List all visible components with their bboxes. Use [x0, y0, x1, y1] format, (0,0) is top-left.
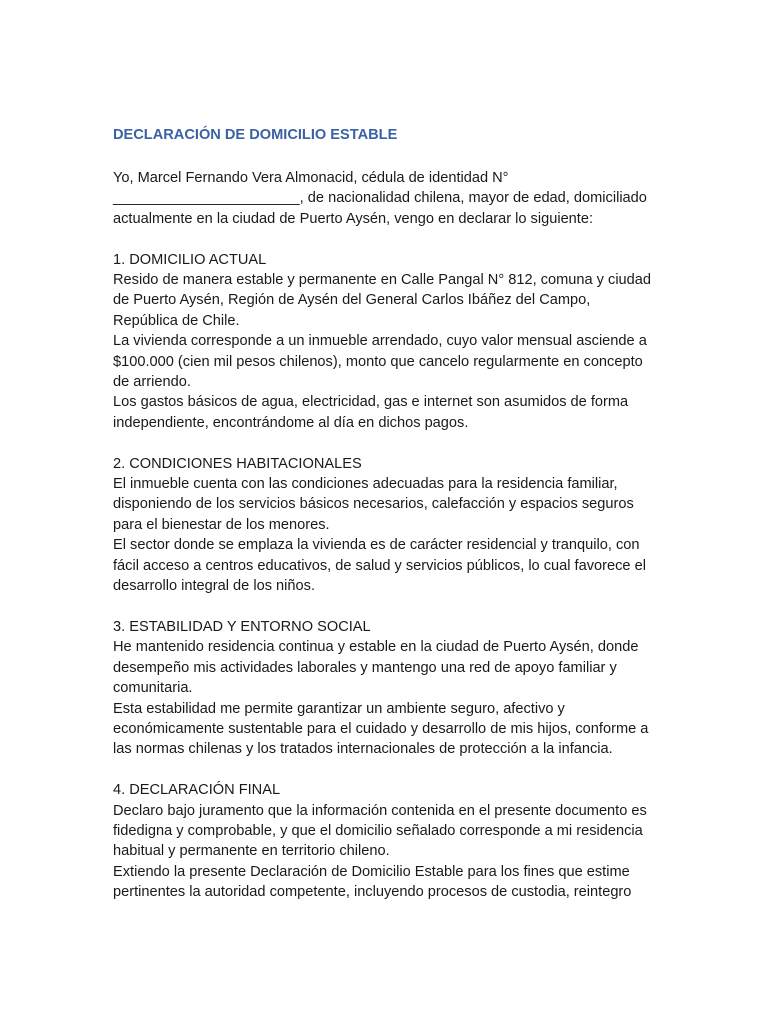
section-domicilio-actual — [113, 250, 658, 434]
section-heading: 3. ESTABILIDAD Y ENTORNO SOCIAL — [113, 618, 371, 635]
section-heading: 2. CONDICIONES HABITACIONALES — [113, 455, 362, 472]
section-heading: 4. DECLARACIÓN FINAL — [113, 782, 281, 799]
section-paragraph: He mantenido residencia continua y estable en la ciudad de Puerto Aysén, donde desempeño mis actividades laborales y mantengo una red de apoyo familiar y comunitaria. — [113, 639, 639, 697]
section-paragraph: El inmueble cuenta con las condiciones adecuadas para la residencia familiar, disponiendo de los servicios básicos necesarios, calefacción y espacios seguros para el bienestar de los menores. — [113, 476, 634, 533]
section-paragraph: Resido de manera estable y permanente en Calle Pangal N° 812, comuna y ciudad de Puerto Aysén, Región de Aysén del General Carlos Ibáñez del Campo, República de Chile. — [113, 272, 652, 329]
section-condiciones-habitacionales — [113, 454, 658, 597]
intro-paragraph: Yo, Marcel Fernando Vera Almonacid, cédula de identidad N° _______________________, de nacionalidad chilena, mayor de edad, domiciliado actualmente en la ciudad de Puerto Aysén, vengo en declarar lo siguiente: — [113, 170, 647, 227]
section-paragraph: El sector donde se emplaza la vivienda es de carácter residencial y tranquilo, con fácil acceso a centros educativos, de salud y servicios públicos, lo cual favorece el desarrollo integral de los niños. — [113, 537, 646, 595]
section-estabilidad-entorno — [113, 617, 658, 760]
document-page — [113, 125, 658, 903]
section-paragraph: Esta estabilidad me permite garantizar un ambiente seguro, afectivo y económicamente sustentable para el cuidado y desarrollo de mis hijos, conforme a las normas chilenas y los tratados internacionales de protección a la infancia. — [113, 700, 649, 758]
section-paragraph: Extiendo la presente Declaración de Domicilio Estable para los fines que estime pertinentes la autoridad competente, incluyendo procesos de custodia, reintegro — [113, 863, 632, 901]
section-paragraph: Los gastos básicos de agua, electricidad, gas e internet son asumidos de forma independiente, encontrándome al día en dichos pagos. — [113, 394, 629, 431]
document-title: DECLARACIÓN DE DOMICILIO ESTABLE — [113, 127, 398, 143]
section-paragraph: La vivienda corresponde a un inmueble arrendado, cuyo valor mensual asciende a $100.000 (cien mil pesos chilenos), monto que cancelo regularmente en concepto de arriendo. — [113, 333, 647, 391]
section-paragraph: Declaro bajo juramento que la información contenida en el presente documento es fidedigna y comprobable, y que el domicilio señalado corresponde a mi residencia habitual y permanente en territorio chileno. — [113, 802, 647, 860]
section-declaracion-final — [113, 780, 658, 902]
section-heading: 1. DOMICILIO ACTUAL — [113, 251, 267, 268]
